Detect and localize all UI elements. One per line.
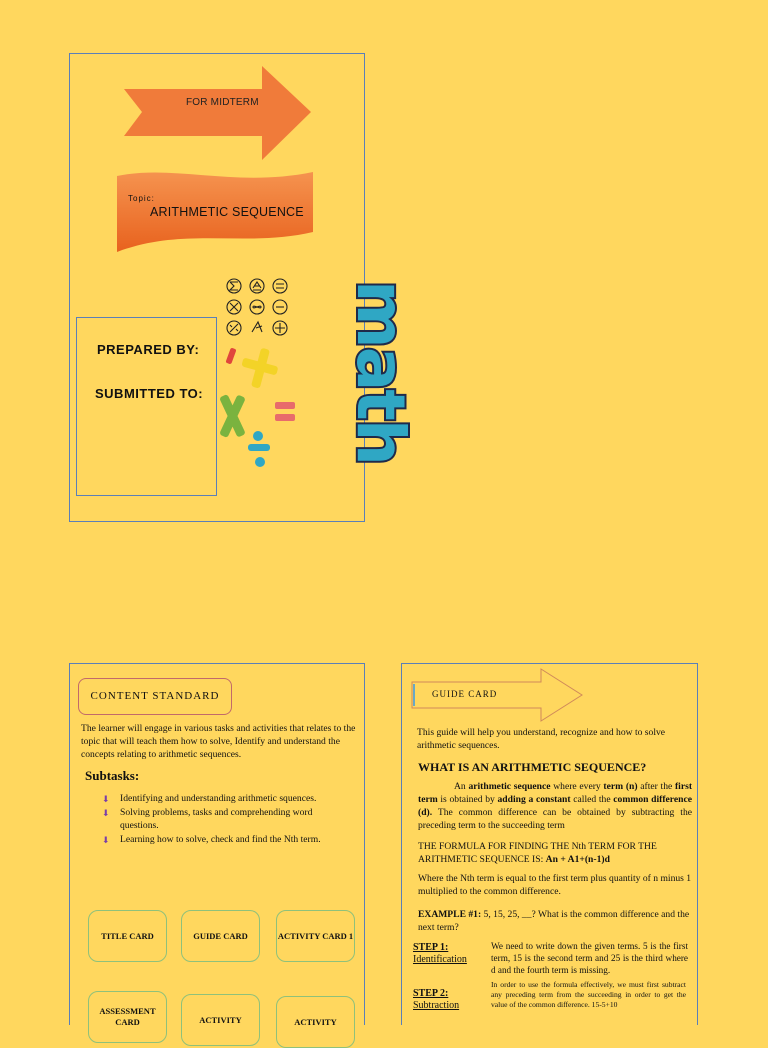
list-item: ⬇ Solving problems, tasks and comprehending word questions. — [102, 807, 313, 831]
subtasks-heading: Subtasks: — [85, 768, 140, 783]
topic-title: ARITHMETIC SEQUENCE — [150, 205, 304, 219]
submitted-to-label: SUBMITTED TO: — [95, 386, 204, 401]
definition-text: An arithmetic sequence where every term (n) after the first term is obtained by adding a constant called the common difference (d). The common difference can be obtained by subtracting the preceding term to the succeeding term — [418, 781, 693, 831]
example-text: EXAMPLE #1: 5, 15, 25, __? What is the common difference and the next term? — [418, 909, 690, 933]
arrow-bullet-icon: ⬇ — [102, 794, 110, 804]
content-standard-text: The learner will engage in various tasks and activities that relates to the topic that will teach them how to solve, Identify and understand the concepts relating to arithmetic sequences. — [81, 723, 356, 760]
title-card-tile: TITLE CARD — [88, 910, 167, 962]
what-is-heading: WHAT IS AN ARITHMETIC SEQUENCE? — [418, 760, 647, 774]
content-standard-heading: CONTENT STANDARD — [78, 678, 232, 715]
prepared-by-label: PREPARED BY: — [97, 342, 200, 357]
arrow-bullet-icon: ⬇ — [102, 835, 110, 845]
math-logo-image — [288, 276, 419, 476]
svg-text:math: math — [342, 280, 419, 464]
list-item: ⬇ Learning how to solve, check and find the Nth term. — [102, 834, 321, 845]
arrow-bullet-icon: ⬇ — [102, 808, 110, 818]
math-operators-icon — [218, 344, 288, 484]
assessment-card-tile: ASSESSMENT CARD — [88, 991, 167, 1043]
activity-card-tile: ACTIVITY — [181, 994, 260, 1046]
arrow-text: FOR MIDTERM — [186, 97, 259, 108]
step-2-text: In order to use the formula effectively, we must first subtract any preceding term from the succeeding in order to get the value of the common difference. 15-5+10 — [491, 980, 686, 1009]
guide-card-page — [401, 663, 698, 1025]
activity-card-1-tile: ACTIVITY CARD 1 — [276, 910, 355, 962]
activity-card-tile-2: ACTIVITY — [276, 996, 355, 1048]
step-2-label: STEP 2: Subtraction — [413, 988, 460, 1011]
list-item: ⬇ Identifying and understanding arithmetic squences. — [102, 793, 317, 804]
prepared-submitted-box — [76, 317, 217, 496]
step-1-text: We need to write down the given terms. 5 is the first term, 15 is the second term and 25 is the third where d and the fourth term is missing. — [491, 941, 688, 975]
topic-label: Topic: — [128, 194, 155, 203]
title-card-page — [69, 53, 419, 522]
subtasks-list — [102, 792, 352, 847]
orange-arrow-shape — [120, 64, 315, 164]
guide-card-tile: GUIDE CARD — [181, 910, 260, 962]
guide-card-heading: GUIDE CARD — [432, 689, 498, 699]
where-text: Where the Nth term is equal to the first term plus quantity of n minus 1 multiplied to the common difference. — [418, 873, 692, 897]
content-standard-page — [69, 663, 365, 1025]
step-1-label: STEP 1: Identification — [413, 942, 467, 965]
math-symbols-icon — [224, 276, 294, 338]
guide-intro-text: This guide will help you understand, recognize and how to solve arithmetic sequences. — [417, 727, 666, 751]
formula-text: THE FORMULA FOR FINDING THE Nth TERM FOR THE ARITHMETIC SEQUENCE IS: An + A1+(n-1)d — [418, 841, 657, 865]
